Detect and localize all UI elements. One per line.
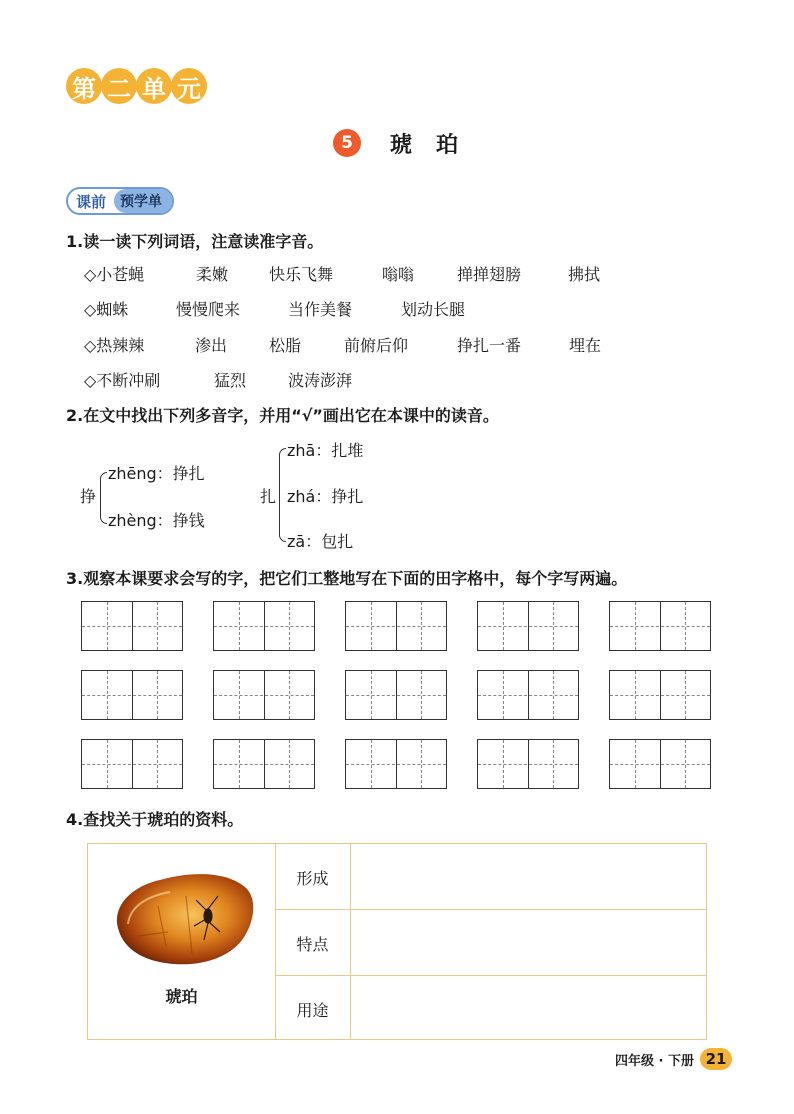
word: 掸掸翅膀 — [457, 265, 522, 284]
page-number: 21 — [700, 1048, 732, 1070]
word: 嗡嗡 — [382, 265, 415, 284]
polyphone-option: zhēng：挣扎 — [108, 464, 205, 483]
polyphone-option: zhá：挣扎 — [287, 487, 364, 506]
word: 快乐飞舞 — [269, 265, 334, 284]
word: ◇热辣辣 — [84, 336, 145, 355]
amber-caption: 琥珀 — [165, 987, 198, 1006]
badge-right: 预学单 — [114, 189, 172, 213]
tianzige-box[interactable] — [477, 601, 579, 651]
tianzige-box[interactable] — [477, 670, 579, 720]
tianzige-box[interactable] — [609, 739, 711, 789]
polyphone-zha-char: 扎 — [260, 487, 277, 506]
lesson-number: 5 — [333, 129, 361, 157]
amber-image — [108, 866, 258, 974]
polyphone-option: zā：包扎 — [287, 532, 354, 551]
word: 埋在 — [569, 336, 602, 355]
word: 前俯后仰 — [344, 336, 409, 355]
amber-info-table — [87, 843, 707, 1040]
question-1-title: 1.读一读下列词语，注意读准字音。 — [66, 232, 324, 251]
word: 拂拭 — [568, 265, 601, 284]
grade-label: 四年级 · 下册 — [615, 1053, 694, 1069]
word: ◇蜘蛛 — [84, 300, 129, 319]
grid-line — [346, 626, 446, 627]
tianzige-box[interactable] — [81, 670, 183, 720]
page-footer — [615, 1048, 732, 1070]
badge-left: 课前 — [76, 192, 107, 211]
grid-line — [478, 695, 578, 696]
word: 挣扎一番 — [457, 336, 522, 355]
row-label-uses: 用途 — [296, 1001, 329, 1020]
answer-cell-features[interactable] — [351, 910, 706, 974]
unit-char: 二 — [101, 68, 137, 104]
grid-line — [214, 764, 314, 765]
tianzige-box[interactable] — [345, 601, 447, 651]
brace — [100, 472, 107, 524]
grid-line — [82, 764, 182, 765]
word: 猛烈 — [214, 371, 247, 390]
unit-char: 单 — [136, 68, 172, 104]
polyphone-zheng-char: 挣 — [80, 487, 97, 506]
grid-line — [478, 764, 578, 765]
word: 松脂 — [269, 336, 302, 355]
unit-banner — [66, 68, 208, 104]
question-4-title: 4.查找关于琥珀的资料。 — [66, 810, 244, 829]
tianzige-box[interactable] — [81, 739, 183, 789]
preclass-badge — [66, 187, 174, 215]
tianzige-box[interactable] — [213, 601, 315, 651]
grid-line — [610, 626, 710, 627]
brace — [279, 448, 286, 542]
word: ◇小苍蝇 — [84, 265, 145, 284]
tianzige-box[interactable] — [345, 670, 447, 720]
row-label-formation: 形成 — [296, 869, 329, 888]
word: 划动长腿 — [401, 300, 466, 319]
word: 渗出 — [195, 336, 228, 355]
grid-line — [346, 764, 446, 765]
lesson-title: 琥珀 — [390, 133, 483, 158]
word: 慢慢爬来 — [176, 300, 241, 319]
tianzige-box[interactable] — [81, 601, 183, 651]
grid-line — [82, 626, 182, 627]
grid-line — [610, 695, 710, 696]
tianzige-box[interactable] — [345, 739, 447, 789]
polyphone-option: zhā：扎堆 — [287, 441, 364, 460]
grid-line — [478, 626, 578, 627]
tianzige-box[interactable] — [609, 670, 711, 720]
word: ◇不断冲刷 — [84, 371, 161, 390]
grid-line — [610, 764, 710, 765]
tianzige-box[interactable] — [609, 601, 711, 651]
answer-cell-formation[interactable] — [351, 844, 706, 908]
question-3-title: 3.观察本课要求会写的字，把它们工整地写在下面的田字格中，每个字写两遍。 — [66, 569, 628, 588]
answer-cell-uses[interactable] — [351, 976, 706, 1039]
tianzige-box[interactable] — [213, 739, 315, 789]
word: 波涛澎湃 — [288, 371, 353, 390]
tianzige-box[interactable] — [477, 739, 579, 789]
row-label-features: 特点 — [296, 935, 329, 954]
polyphone-option: zhèng：挣钱 — [108, 511, 205, 530]
question-2-title: 2.在文中找出下列多音字，并用“√”画出它在本课中的读音。 — [66, 406, 499, 425]
grid-line — [82, 695, 182, 696]
grid-line — [214, 695, 314, 696]
tianzige-box[interactable] — [213, 670, 315, 720]
unit-char: 第 — [66, 68, 102, 104]
word: 柔嫩 — [196, 265, 229, 284]
word: 当作美餐 — [288, 300, 353, 319]
grid-line — [214, 626, 314, 627]
grid-line — [346, 695, 446, 696]
unit-char: 元 — [171, 68, 207, 104]
